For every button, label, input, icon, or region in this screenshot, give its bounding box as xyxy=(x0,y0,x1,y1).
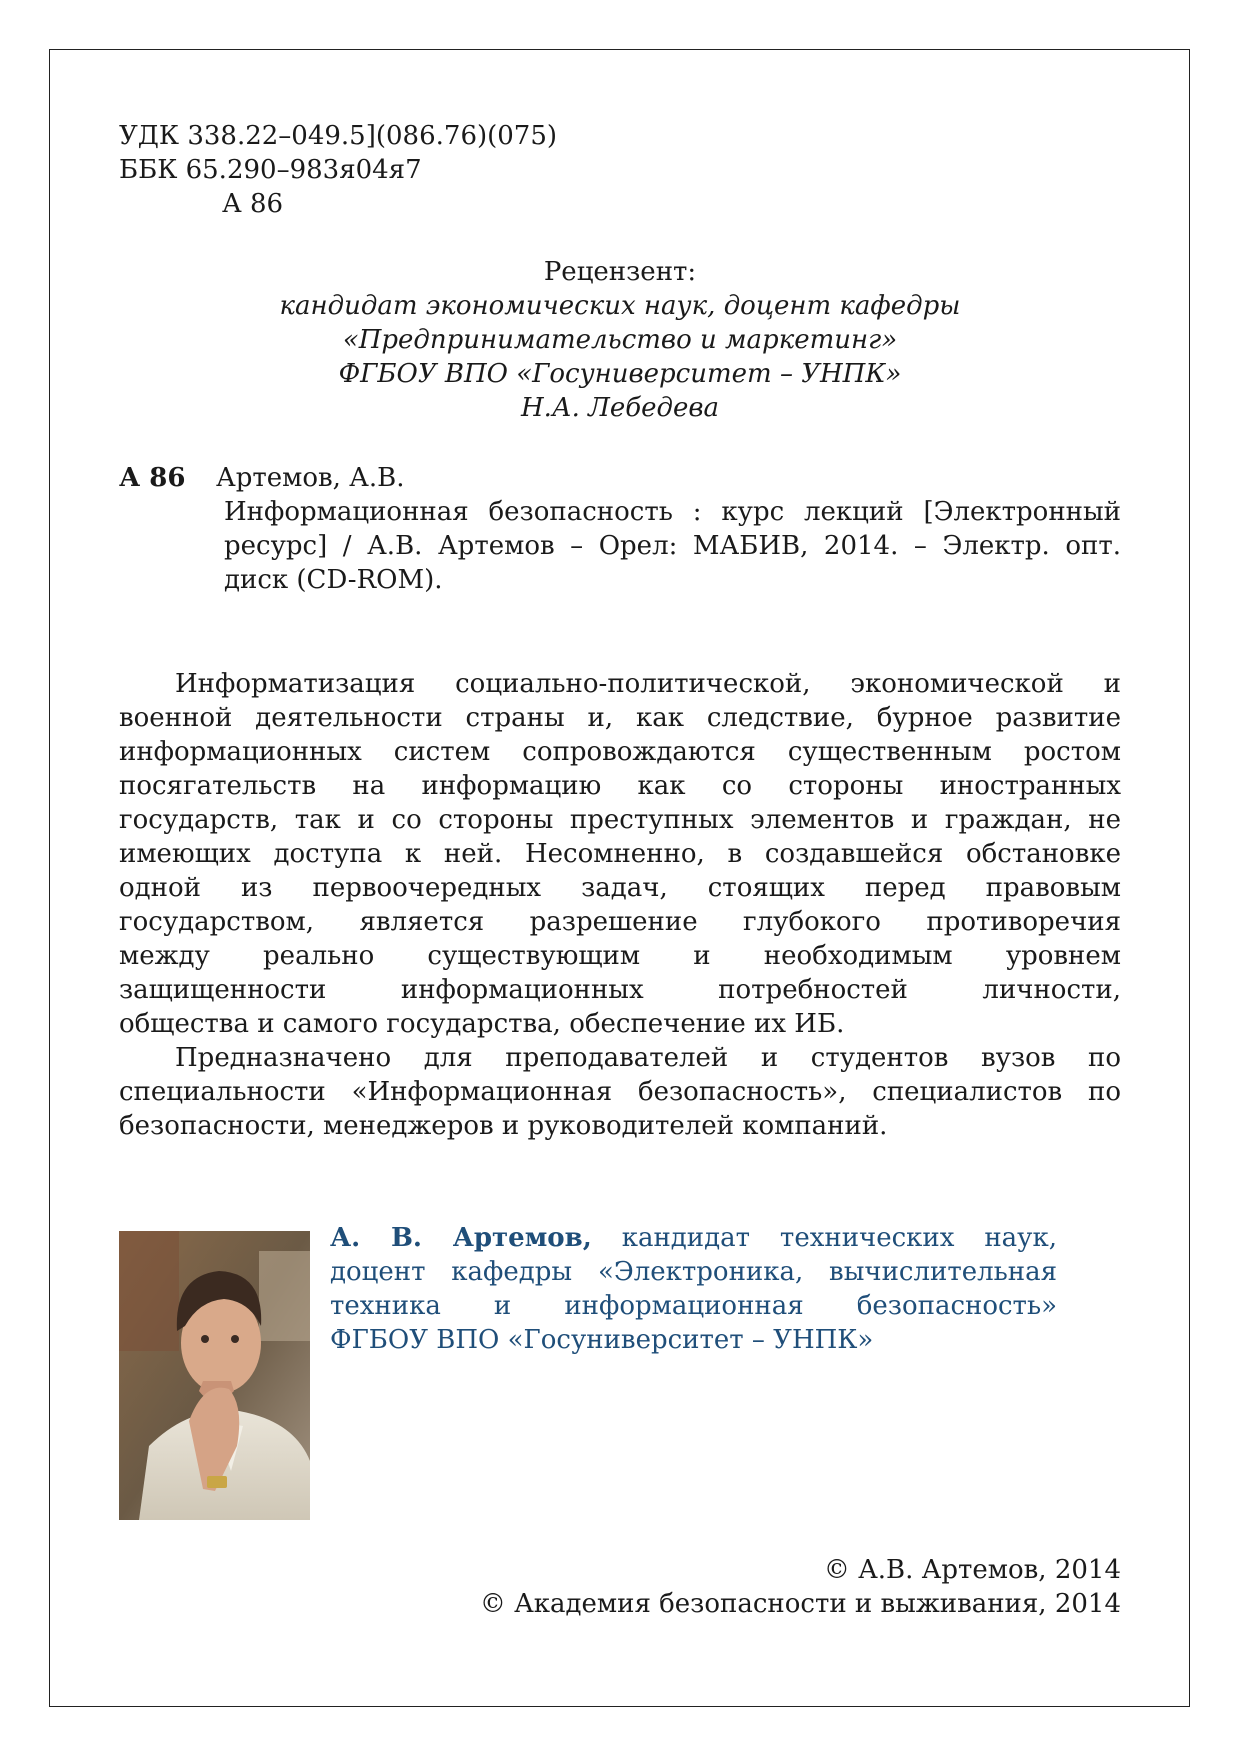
bib-line: Информационная безопасность : курс лекций [Электронный xyxy=(224,497,1121,527)
abstract-line: посягательств на информацию как со стороны иностранных xyxy=(119,771,1121,801)
abstract-line: Информатизация социально-политической, экономической и xyxy=(175,669,1121,699)
abstract-line: специальности «Информационная безопасность», специалистов по xyxy=(119,1077,1121,1107)
udk-code: УДК 338.22–049.5](086.76)(075) xyxy=(119,121,558,151)
abstract-line: общества и самого государства, обеспечение их ИБ. xyxy=(119,1009,845,1039)
bib-line: ресурс] / А.В. Артемов – Орел: МАБИВ, 2014. – Электр. опт. xyxy=(224,531,1121,561)
abstract-line: государств, так и со стороны преступных элементов и граждан, не xyxy=(119,805,1121,835)
author-photo xyxy=(119,1231,310,1520)
author-info-line: доцент кафедры «Электроника, вычислительная xyxy=(330,1257,1057,1287)
reviewer-name: Н.А. Лебедева xyxy=(521,393,719,423)
reviewer-line: кандидат экономических наук, доцент кафедры xyxy=(279,291,961,321)
abstract-line: имеющих доступа к ней. Несомненно, в создавшейся обстановке xyxy=(119,839,1121,869)
author-info-line: ФГБОУ ВПО «Госуниверситет – УНПК» xyxy=(330,1325,874,1355)
author-degree: кандидат технических наук, xyxy=(621,1223,1057,1253)
author-name: А. В. Артемов, xyxy=(330,1223,592,1253)
abstract-line: Предназначено для преподавателей и студентов вузов по xyxy=(175,1043,1121,1073)
copyright-author: © А.В. Артемов, 2014 xyxy=(823,1555,1121,1585)
author-info-line-1 xyxy=(330,1221,1057,1255)
copyright-publisher: © Академия безопасности и выживания, 2014 xyxy=(479,1589,1121,1619)
abstract-line: военной деятельности страны и, как следствие, бурное развитие xyxy=(119,703,1121,733)
reviewer-line: «Предпринимательство и маркетинг» xyxy=(342,325,898,355)
bib-line: диск (CD-ROM). xyxy=(224,565,443,595)
abstract-line: государством, является разрешение глубокого противоречия xyxy=(119,907,1121,937)
reviewer-line: ФГБОУ ВПО «Госуниверситет – УНПК» xyxy=(338,359,902,389)
author-info-line: техника и информационная безопасность» xyxy=(330,1291,1057,1321)
bib-code: А 86 xyxy=(119,463,186,493)
bbk-code: ББК 65.290–983я04я7 xyxy=(119,155,422,185)
abstract-line: безопасности, менеджеров и руководителей компаний. xyxy=(119,1111,888,1141)
author-mark: А 86 xyxy=(222,189,284,219)
abstract-line: одной из первоочередных задач, стоящих перед правовым xyxy=(119,873,1121,903)
reviewer-heading: Рецензент: xyxy=(543,257,697,287)
bib-author: Артемов, А.В. xyxy=(216,463,405,493)
abstract-line: между реально существующим и необходимым уровнем xyxy=(119,941,1121,971)
abstract-line: защищенности информационных потребностей личности, xyxy=(119,975,1121,1005)
abstract-line: информационных систем сопровождаются существенным ростом xyxy=(119,737,1121,767)
